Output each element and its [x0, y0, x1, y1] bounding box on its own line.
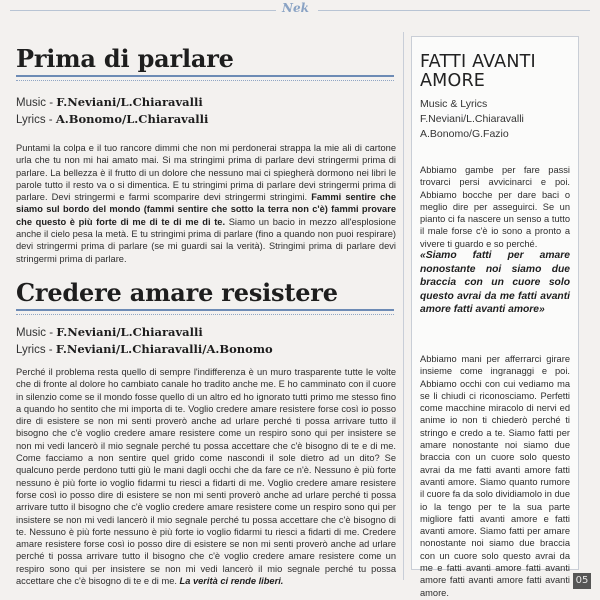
lyrics-credit: A.Bonomo/L.Chiaravalli: [55, 112, 209, 126]
song2-title-rule: [16, 309, 394, 311]
top-rule-right: [318, 10, 590, 11]
lyrics-prefix: Lyrics -: [16, 114, 56, 126]
page-number: 05: [573, 573, 591, 589]
song1-title: Prima di parlare: [16, 44, 234, 73]
sidebar-lyrics-2: Abbiamo mani per afferrarci girare insieme come ingranaggi e poi. Abbiamo occhi con cui vediamo ma se li chiudi ci riconosciamo. Perfetti come macchine miracolo di nervi ed anime io non ti chiederò perché ti stringo e credo a te. Siamo fatti per amare nonostante noi siamo due braccia con un cuore solo questo avrai da me fatti avanti amore fatti avanti amore. Siamo quanto rumore il cuore fa da solo dividiamolo in due io la tengo per te la sua parte migliore fatti avanti amore e fatti avanti amore. Siamo fatti per amare nonostante noi siamo due braccia con un cuore solo questo avrai da me e fatti avanti amore fatti avanti amore fatti avanti amore fatti avanti amore.: [420, 354, 570, 598]
nek-logo: Nek: [282, 1, 309, 15]
song1-lyrics-bold: Fammi sentire che siamo sul bordo del mondo (fammi sentire che sotto la terra non c'è) fammi provare che questo è più forte di me di te di me di te.: [16, 192, 397, 227]
sidebar-credits-label: Music & Lyrics: [420, 98, 488, 110]
song2-lyrics: [16, 366, 396, 587]
music-credit: F.Neviani/L.Chiaravalli: [56, 325, 203, 339]
column-divider: [403, 32, 404, 580]
sidebar-title: [420, 53, 536, 91]
sidebar-title-line1: FATTI AVANTI: [420, 52, 536, 72]
sidebar-title-line2: AMORE: [420, 71, 486, 91]
sidebar-credits: [420, 97, 524, 142]
sidebar-credits-line1: F.Neviani/L.Chiaravalli: [420, 113, 524, 125]
song1-title-dotted-rule: [16, 80, 394, 81]
sidebar-lyrics-1: Abbiamo gambe per fare passi trovarci persi avvicinarci e poi. Abbiamo bocche per dare baci o meglio dire per asseguirci. Se un pianto ci fa nascere un senso a tutto il male forse c'è io sono a pronto a vivere ti guardo e so perché.: [420, 165, 570, 249]
song1-credits: [16, 94, 208, 128]
song1-title-rule: [16, 75, 394, 77]
music-credit: F.Neviani/L.Chiaravalli: [56, 95, 203, 109]
song2-closing-line: La verità ci rende liberi.: [179, 576, 284, 587]
music-prefix: Music -: [16, 327, 57, 339]
lyrics-credit: F.Neviani/L.Chiaravalli/A.Bonomo: [55, 342, 273, 356]
lyrics-prefix: Lyrics -: [16, 344, 56, 356]
song1-lyrics-part1: Puntami la colpa e il tuo rancore dimmi che non mi perdonerai strappa la mie ali di cartone urla che tu non mi hai amato mai. Si ma stringimi prima di parlare devi stringermi prima di parlare. La bellezza è il frutto di un dolore che nessuno mai ci spiegherà dormono nei libri le parole tutto il resto va o si dimentica. E tu stringimi prima di parlare devi stringermi prima di parlare. Devi stringermi e farmi scomparire devi stringermi stringimi.: [16, 143, 396, 203]
top-rule-left: [10, 10, 276, 11]
song2-title: Credere amare resistere: [16, 278, 338, 307]
song2-lyrics-text: Perché il problema resta quello di sempre l'indifferenza è un muro trasparente tutte le volte che di fronte al dolore ho cambiato canale ho tradito anche me. E ho camminato con il cuore in silenzio come se il mondo fosse quello di un altro ed ho ignorato tutti primo me stesso fino a quando ho sentito che mi importa di te. Voglio credere amare resistere forse così io posso dire di esistere se non mi senti proverò anche ad urlare perché ti possa arrivare tutto il bisogno che c'è voglio credere amare resistere come un respiro sono qui per insistere se non mi vedi lancerò il mio segnale perché tu possa accettare che c'è bisogno di te e di me. Come facciamo a non sentire quel grido come nascondi il sole dietro ad un dito? Se qualcuno perde perdono tutti giù le mani dagli occhi che da fare ce n'è. Nessuno è più forte nessuno è più forte io voglio fidarmi tu riesci a fidarti di me. Voglio credere amare resistere forse così io posso dire di esistere se non mi senti proverò anche ad urlare perché ti possa arrivare tutto il bisogno che c'è voglio credere amare resistere come un respiro sono qui per insistere se non mi vedi lancerò il mio segnale perché tu possa accettare che c'è bisogno di te. Nessuno è più forte nessuno è più forte io voglio fidarmi tu riesci a fidarti di me. Credere amare resistere forse così io posso dire di esistere se non mi senti proverò anche ad urlare perché ti possa arrivare tutto il bisogno che c'è voglio credere amare resistere come un respiro sono qui per insistere se non mi vedi lancerò il mio segnale perché tu possa accettare che c'è bisogno di te e di me.: [16, 367, 396, 587]
song2-credits: [16, 324, 273, 358]
song1-lyrics: [16, 142, 396, 265]
music-prefix: Music -: [16, 97, 57, 109]
sidebar-song-box: [411, 36, 579, 598]
song1-lyrics-part2: Siamo un bacio in mezzo all'esplosione anche il cielo pesa la metà. E tu stringimi prima di parlare (fino a quando non puoi respirare) devi stringermi prima di parlare (se mi guardi sai la verità). Stringimi prima di parlare devi stringermi prima di parlare.: [16, 216, 396, 264]
song2-title-dotted-rule: [16, 314, 394, 315]
sidebar-credits-line2: A.Bonomo/G.Fazio: [420, 128, 509, 140]
sidebar-quote: «Siamo fatti per amare nonostante noi siamo due braccia con un cuore solo questo avrai da me fatti avanti amore fatti avanti amore»: [420, 250, 570, 316]
